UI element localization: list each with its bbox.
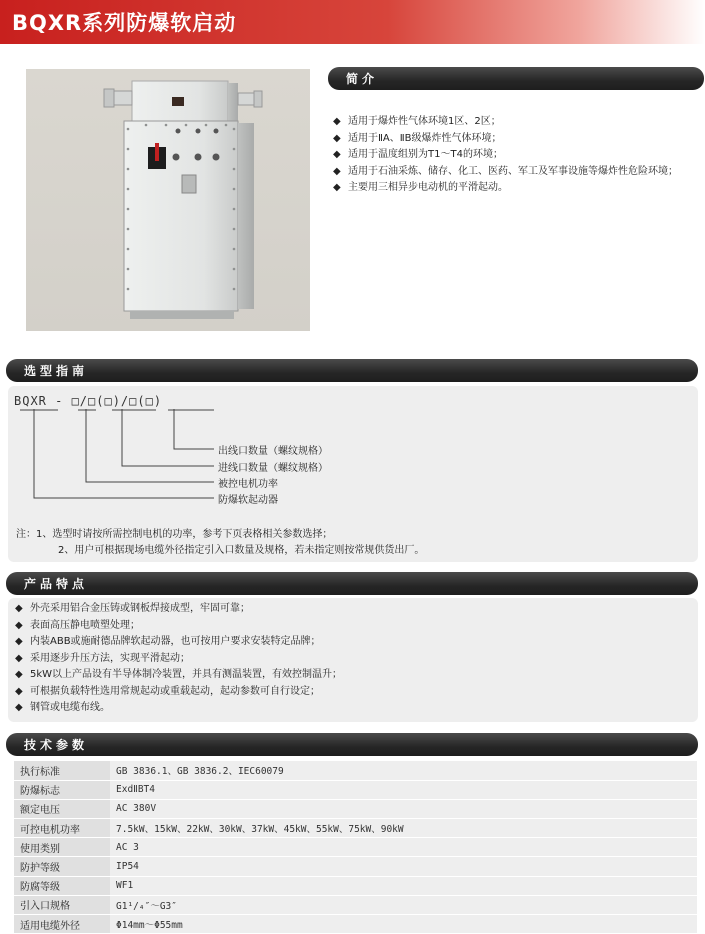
label-inlet: 进线口数量（螺纹规格）	[218, 463, 328, 474]
spec-value: AC 3	[110, 838, 697, 857]
selection-header-label: 选型指南	[24, 364, 89, 378]
list-item: ◆ 适用于爆炸性气体环境1区、2区；	[331, 114, 678, 131]
features-header	[6, 572, 698, 595]
spec-key: 防护等级	[14, 857, 110, 876]
table-row	[14, 895, 697, 914]
list-item: ◆ 可根据负载特性选用常规起动或重载起动，起动参数可自行设定；	[13, 684, 342, 701]
note-1: 注：1、选型时请按所需控制电机的功率，参考下页表格相关参数选择；	[16, 529, 333, 540]
spec-value: ExdⅡBT4	[110, 780, 697, 799]
list-item: ◆ 主要用三相异步电动机的平滑起动。	[331, 180, 678, 197]
note-2: 2、用户可根据现场电缆外径指定引入口数量及规格，若未指定则按常规供货出厂。	[58, 545, 425, 556]
spec-key: 额定电压	[14, 799, 110, 818]
specs-header	[6, 733, 698, 756]
features-list	[13, 601, 342, 717]
spec-value: Φ14mm～Φ55mm	[110, 915, 697, 934]
list-item: ◆ 适用于温度组别为T1～T4的环境；	[331, 147, 678, 164]
spec-value: IP54	[110, 857, 697, 876]
spec-key: 适用电缆外径	[14, 915, 110, 934]
list-item: ◆ 表面高压静电喷塑处理；	[13, 618, 342, 635]
list-item: ◆ 外壳采用铝合金压铸或钢板焊接成型，牢固可靠；	[13, 601, 342, 618]
spec-value: 7.5kW、15kW、22kW、30kW、37kW、45kW、55kW、75kW、90kW	[110, 819, 697, 838]
table-row	[14, 761, 697, 780]
selection-header	[6, 359, 698, 382]
spec-value: WF1	[110, 876, 697, 895]
spec-key: 防腐等级	[14, 876, 110, 895]
specs-table	[14, 761, 697, 934]
specs-header-label: 技术参数	[24, 738, 89, 752]
model-code: BQXR - □/□(□)/□(□)	[14, 394, 163, 408]
spec-key: 执行标准	[14, 761, 110, 780]
spec-key: 可控电机功率	[14, 819, 110, 838]
spec-value: G1¹/₄″～G3″	[110, 895, 697, 914]
list-item: ◆ 钢管或电缆布线。	[13, 700, 342, 717]
list-item: ◆ 内装ABB或施耐德品牌软起动器，也可按用户要求安装特定品牌；	[13, 634, 342, 651]
spec-key: 引入口规格	[14, 895, 110, 914]
spec-value: AC 380V	[110, 799, 697, 818]
product-photo	[26, 69, 310, 331]
table-row	[14, 819, 697, 838]
spec-key: 防爆标志	[14, 780, 110, 799]
list-item: ◆ 5kW以上产品设有半导体制冷装置，并具有测温装置，有效控制温升；	[13, 667, 342, 684]
list-item: ◆ 适用于石油采炼、储存、化工、医药、军工及军事设施等爆炸性危险环境；	[331, 164, 678, 181]
explosion-proof-cabinet-image	[26, 69, 310, 331]
page-title: BQXR系列防爆软启动	[12, 11, 237, 35]
label-outlet: 出线口数量（螺纹规格）	[218, 446, 328, 457]
label-soft-starter: 防爆软起动器	[218, 495, 278, 506]
intro-header	[328, 67, 704, 90]
label-motor-power: 被控电机功率	[218, 479, 278, 490]
features-header-label: 产品特点	[24, 577, 89, 591]
table-row	[14, 838, 697, 857]
spec-value: GB 3836.1、GB 3836.2、IEC60079	[110, 761, 697, 780]
table-row	[14, 780, 697, 799]
table-row	[14, 915, 697, 934]
table-row	[14, 876, 697, 895]
table-row	[14, 857, 697, 876]
spec-key: 使用类别	[14, 838, 110, 857]
list-item: ◆ 采用逐步升压方法，实现平滑起动；	[13, 651, 342, 668]
intro-list	[331, 114, 678, 197]
table-row	[14, 799, 697, 818]
list-item: ◆ 适用于ⅡA、ⅡB级爆炸性气体环境；	[331, 131, 678, 148]
intro-header-label: 简介	[346, 72, 379, 86]
title-banner	[0, 0, 705, 44]
